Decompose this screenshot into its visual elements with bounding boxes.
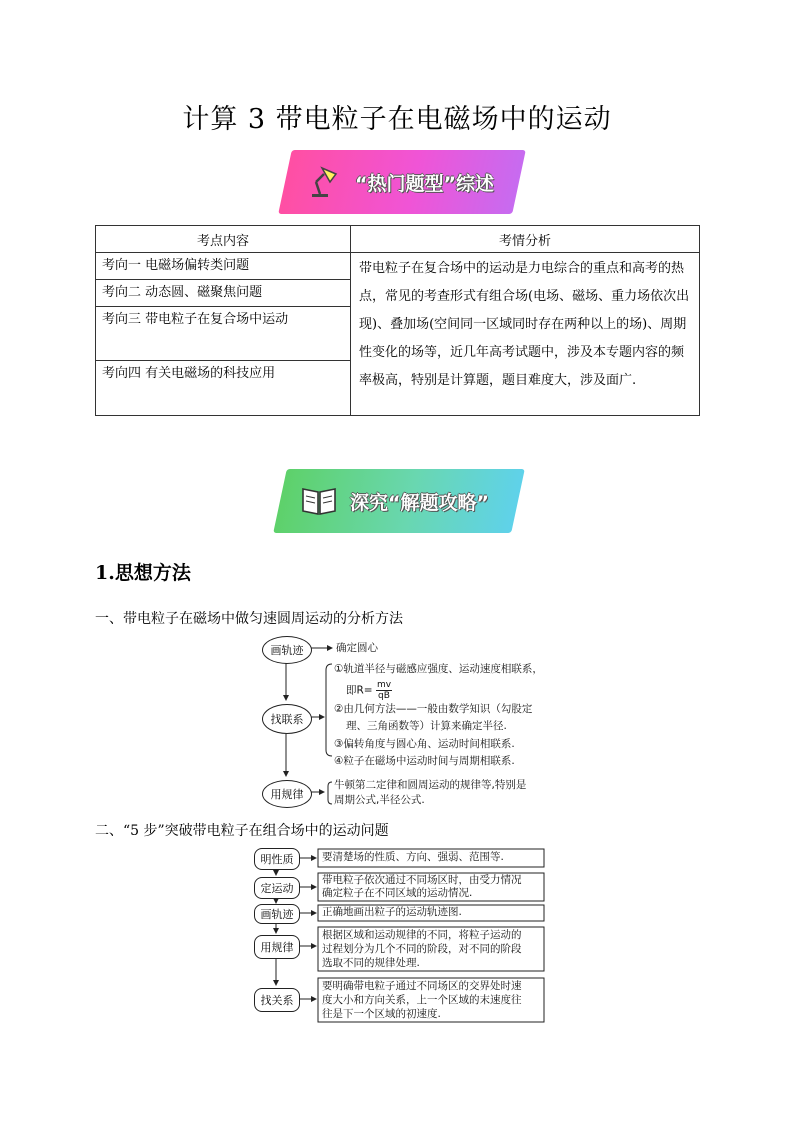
flow1-note-angle: ③偏转角度与圆心角、运动时间相联系.	[334, 738, 515, 750]
table-row: 考向一 电磁场偏转类问题	[96, 253, 351, 280]
flow2-note-4c: 选取不同的规律处理.	[322, 957, 420, 969]
flow1-node-apply-law: 用规律	[262, 780, 312, 808]
table-header-content: 考点内容	[96, 226, 351, 253]
flow2-node-trajectory: 画轨迹	[254, 904, 300, 924]
flow2-note-3: 正确地画出粒子的运动轨迹图.	[322, 906, 462, 918]
table-row: 考向二 动态圆、磁聚焦问题	[96, 280, 351, 307]
flow2-node-nature: 明性质	[254, 848, 300, 870]
subsection-title-1: 一、带电粒子在磁场中做匀速圆周运动的分析方法	[95, 611, 403, 627]
exam-analysis-cell: 带电粒子在复合场中的运动是力电综合的重点和高考的热点，常见的考查形式有组合场(电场、磁场、重力场依次出现)、叠加场(空间同一区域同时存在两种以上的场)、周期性变化的场等，近几年高考试题中，涉及本专题内容的频率极高，特别是计算题，题目难度大，涉及面广.	[351, 253, 700, 416]
page-title: 计算 3 带电粒子在电磁场中的运动	[182, 104, 612, 135]
flow2-node-motion: 定运动	[254, 877, 300, 899]
flow1-note-newton: 牛顿第二定律和圆周运动的规律等,特别是	[334, 779, 527, 791]
flow2-note-5b: 度大小和方向关系，上一个区域的末速度往	[322, 994, 522, 1006]
flow1-note-center: 确定圆心	[336, 642, 378, 654]
flow1-note-geometry-cont: 理、三角函数等）计算来确定半径.	[346, 720, 507, 732]
flow1-node-draw-trajectory: 画轨迹	[262, 636, 312, 664]
table-row: 考向三 带电粒子在复合场中运动	[96, 307, 351, 361]
hot-topics-banner-text: “热门题型”综述	[355, 172, 494, 195]
flow1-note-formula: 即R= $\frac{mv}{qB}$	[346, 680, 392, 701]
flow2-note-1: 要清楚场的性质、方向、强弱、范围等.	[322, 851, 504, 863]
flow2-note-5a: 要明确带电粒子通过不同场区的交界处时速	[322, 980, 522, 992]
flow1-note-formulas: 周期公式,半径公式.	[334, 794, 425, 806]
solving-strategy-banner-text: 深究“解题攻略”	[350, 491, 489, 514]
section-heading: 1.思想方法	[95, 562, 191, 584]
flow2-note-4b: 过程划分为几个不同的阶段，对不同的阶段	[322, 943, 522, 955]
flow1-node-find-relation: 找联系	[262, 704, 312, 734]
flow1-note-geometry: ②由几何方法——一般由数学知识（勾股定	[334, 703, 533, 715]
flow2-note-4a: 根据区域和运动规律的不同，将粒子运动的	[322, 929, 522, 941]
flow2-note-2a: 带电粒子依次通过不同场区时，由受力情况	[322, 874, 522, 886]
subsection-title-2: 二、“5 步”突破带电粒子在组合场中的运动问题	[95, 823, 389, 839]
flow1-note-period: ④粒子在磁场中运动时间与周期相联系.	[334, 755, 515, 767]
flow2-note-5c: 往是下一个区域的初速度.	[322, 1008, 441, 1020]
flow2-node-law: 用规律	[254, 935, 300, 959]
flow2-note-2b: 确定粒子在不同区域的运动情况.	[322, 887, 473, 899]
table-row: 考向四 有关电磁场的科技应用	[96, 361, 351, 416]
flow2-node-relation: 找关系	[254, 988, 300, 1012]
flow1-note-radius: ①轨道半径与磁感应强度、运动速度相联系，	[334, 663, 543, 675]
radius-formula-fraction: $\frac{mv}{qB}$	[376, 680, 392, 701]
table-header-analysis: 考情分析	[351, 226, 700, 253]
